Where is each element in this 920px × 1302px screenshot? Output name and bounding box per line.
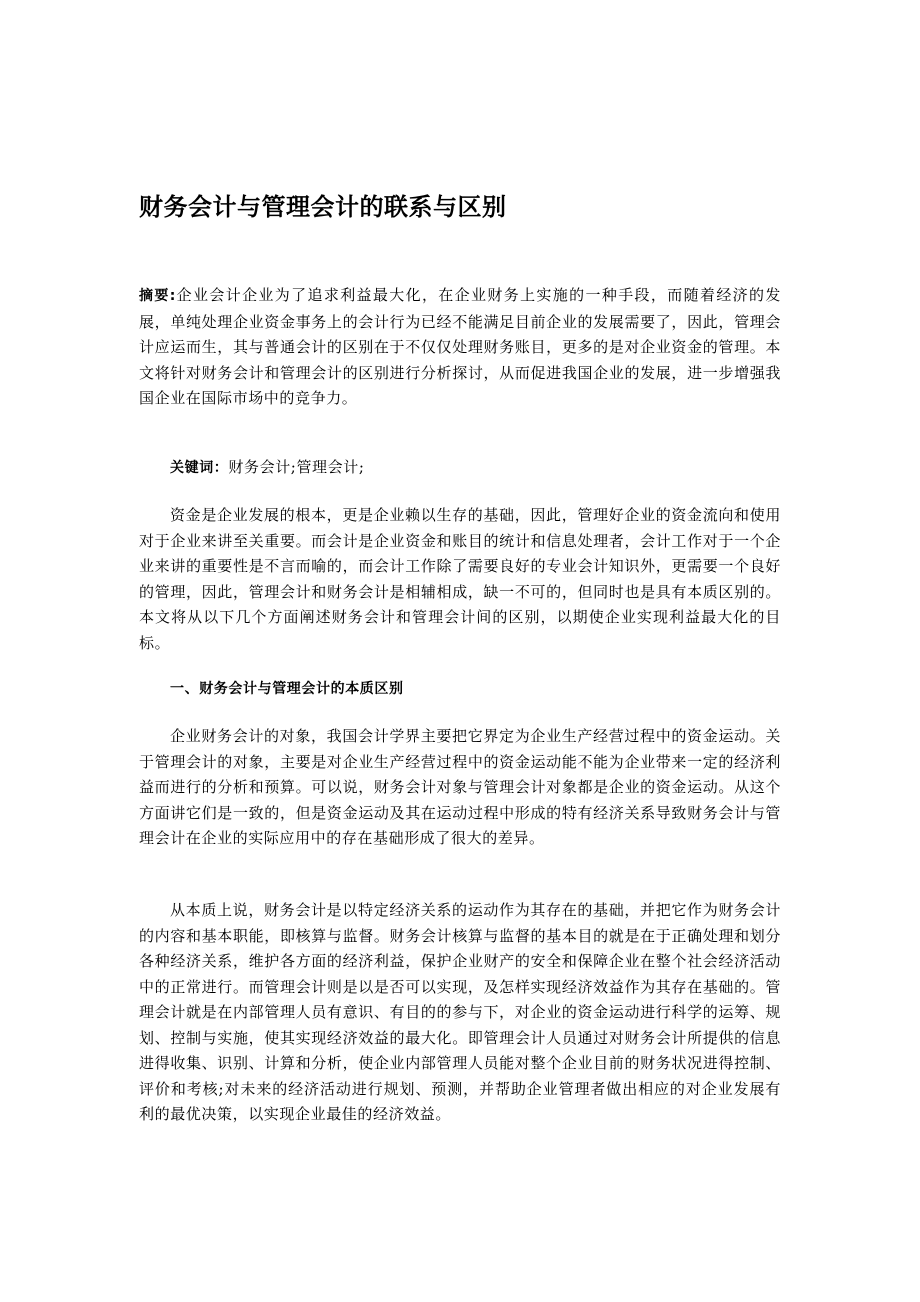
section-heading-1: 一、财务会计与管理会计的本质区别: [170, 681, 404, 697]
abstract-label: 摘要:: [139, 288, 176, 304]
keywords-label: 关键词：: [170, 460, 229, 476]
keywords-text: 财务会计;管理会计;: [228, 458, 365, 476]
document-title: 财务会计与管理会计的联系与区别: [139, 193, 507, 221]
abstract-paragraph: [139, 283, 781, 412]
abstract-text: 企业会计企业为了追求利益最大化，在企业财务上实施的一种手段，而随着经济的发展，单纯处理企业资金事务上的会计行为已经不能满足目前企业的发展需要了，因此，管理会计应运而生，其与普通会计的区别在于不仅仅处理财务账目，更多的是对企业资金的管理。本文将针对财务会计和管理会计的区别进行分析探讨，从而促进我国企业的发展，进一步增强我国企业在国际市场中的竞争力。: [139, 286, 781, 407]
intro-paragraph: 资金是企业发展的根本，更是企业赖以生存的基础，因此，管理好企业的资金流向和使用对于企业来讲至关重要。而会计是企业资金和账目的统计和信息处理者，会计工作对于一个企业来讲的重要性是不言而喻的，而会计工作除了需要良好的专业会计知识外，更需要一个良好的管理，因此，管理会计和财务会计是相辅相成，缺一不可的，但同时也是具有本质区别的。本文将从以下几个方面阐述财务会计和管理会计间的区别，以期使企业实现利益最大化的目标。: [139, 506, 781, 652]
keywords-line: [139, 455, 781, 482]
section1-paragraph-1: 企业财务会计的对象，我国会计学界主要把它界定为企业生产经营过程中的资金运动。关于管理会计的对象，主要是对企业生产经营过程中的资金运动能不能为企业带来一定的经济利益而进行的分析和预算。可以说，财务会计对象与管理会计对象都是企业的资金运动。从这个方面讲它们是一致的，但是资金运动及其在运动过程中形成的特有经济关系导致财务会计与管理会计在企业的实际应用中的存在基础形成了很大的差异。: [139, 727, 781, 847]
section1-paragraph-2: 从本质上说，财务会计是以特定经济关系的运动作为其存在的基础，并把它作为财务会计的内容和基本职能，即核算与监督。财务会计核算与监督的基本目的就是在于正确处理和划分各种经济关系，维护各方面的经济利益，保护企业财产的安全和保障企业在整个社会经济活动中的正常进行。而管理会计则是以是否可以实现，及怎样实现经济效益作为其存在基础的。管理会计就是在内部管理人员有意识、有目的的参与下，对企业的资金运动进行科学的运筹、规划、控制与实施，使其实现经济效益的最大化。即管理会计人员通过对财务会计所提供的信息进得收集、识别、计算和分析，使企业内部管理人员能对整个企业目前的财务状况进得控制、评价和考核;对未来的经济活动进行规划、预测，并帮助企业管理者做出相应的对企业发展有利的最优决策，以实现企业最佳的经济效益。: [139, 901, 781, 1123]
